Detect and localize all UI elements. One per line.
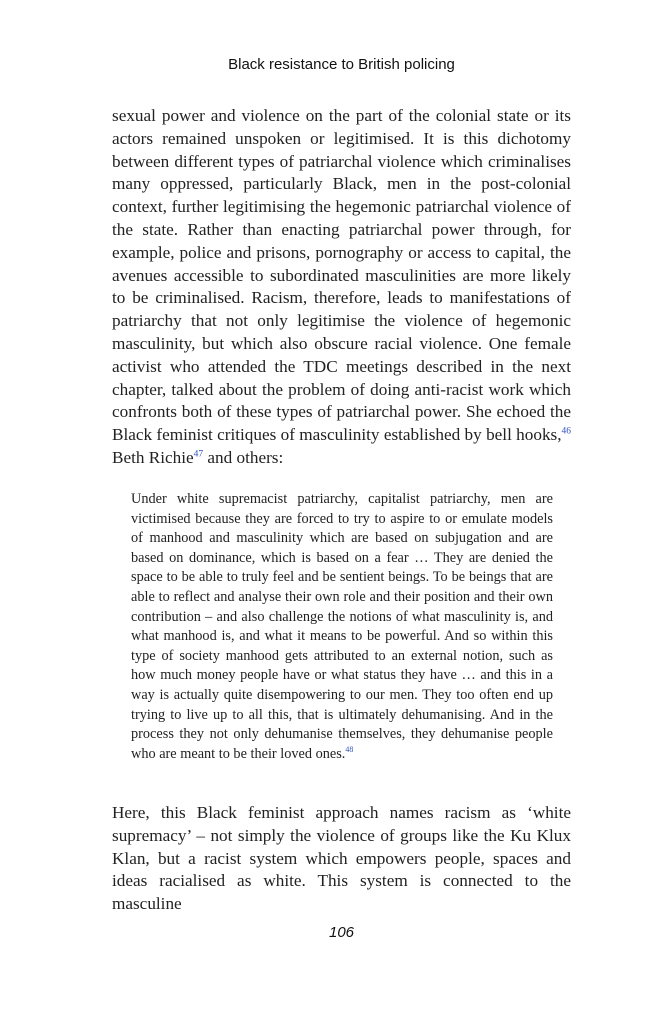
running-head: Black resistance to British policing <box>228 56 455 73</box>
block-quote <box>131 490 553 764</box>
page-number: 106 <box>328 924 355 941</box>
footnote-ref-46[interactable]: 46 <box>561 426 571 437</box>
body-paragraph-2 <box>112 802 571 916</box>
paragraph-1-text-continued: Beth Richie <box>112 447 194 467</box>
paragraph-1-text-end: and others: <box>203 447 284 467</box>
body-paragraph-1 <box>112 105 571 470</box>
footnote-ref-48[interactable]: 48 <box>345 744 354 754</box>
paragraph-1-text: sexual power and violence on the part of the colonial state or its actors remained unspoken or legitimised. It is this dichotomy between different types of patriarchal violence which criminalises many oppressed, particularly Black, men in the post-colonial context, further legitimising the hegemonic patriarchal violence of the state. Rather than enacting patriarchal power through, for example, police and prisons, pornography or access to capital, the avenues accessible to subordinated masculinities are more likely to be criminalised. Racism, therefore, leads to manifestations of patriarchy that not only legitimise the violence of hegemonic masculinity, but which also obscure racial violence. One female activist who attended the TDC meetings described in the next chapter, talked about the problem of doing anti-racist work which confronts both of these types of patriarchal power. She echoed the Black feminist critiques of masculinity established by bell hooks, <box>112 106 571 445</box>
block-quote-text: Under white supremacist patriarchy, capitalist patriarchy, men are victimised because they are forced to try to aspire to or emulate models of manhood and masculinity which are based on subjugation and are based on dominance, which is based on a fear … They are denied the space to be able to truly feel and be sentient beings. To be beings that are able to reflect and analyse their own role and their position and their own contribution – and also challenge the notions of what masculinity is, and what manhood is, and what it means to be powerful. And so within this type of society manhood gets attributed to an external notion, such as how much money people have or what status they have … and this in a way is actually quite disempowering to our men. They too often end up trying to live up to all this, that is ultimately dehumanising. And in the process they not only dehumanise themselves, they dehumanise people who are meant to be their loved ones. <box>131 491 553 762</box>
footnote-ref-47[interactable]: 47 <box>193 449 204 460</box>
paragraph-2-text: Here, this Black feminist approach names racism as ‘white supremacy’ – not simply the violence of groups like the Ku Klux Klan, but a racist system which empowers people, spaces and ideas racialised as white. This system is connected to the masculine <box>112 803 571 914</box>
